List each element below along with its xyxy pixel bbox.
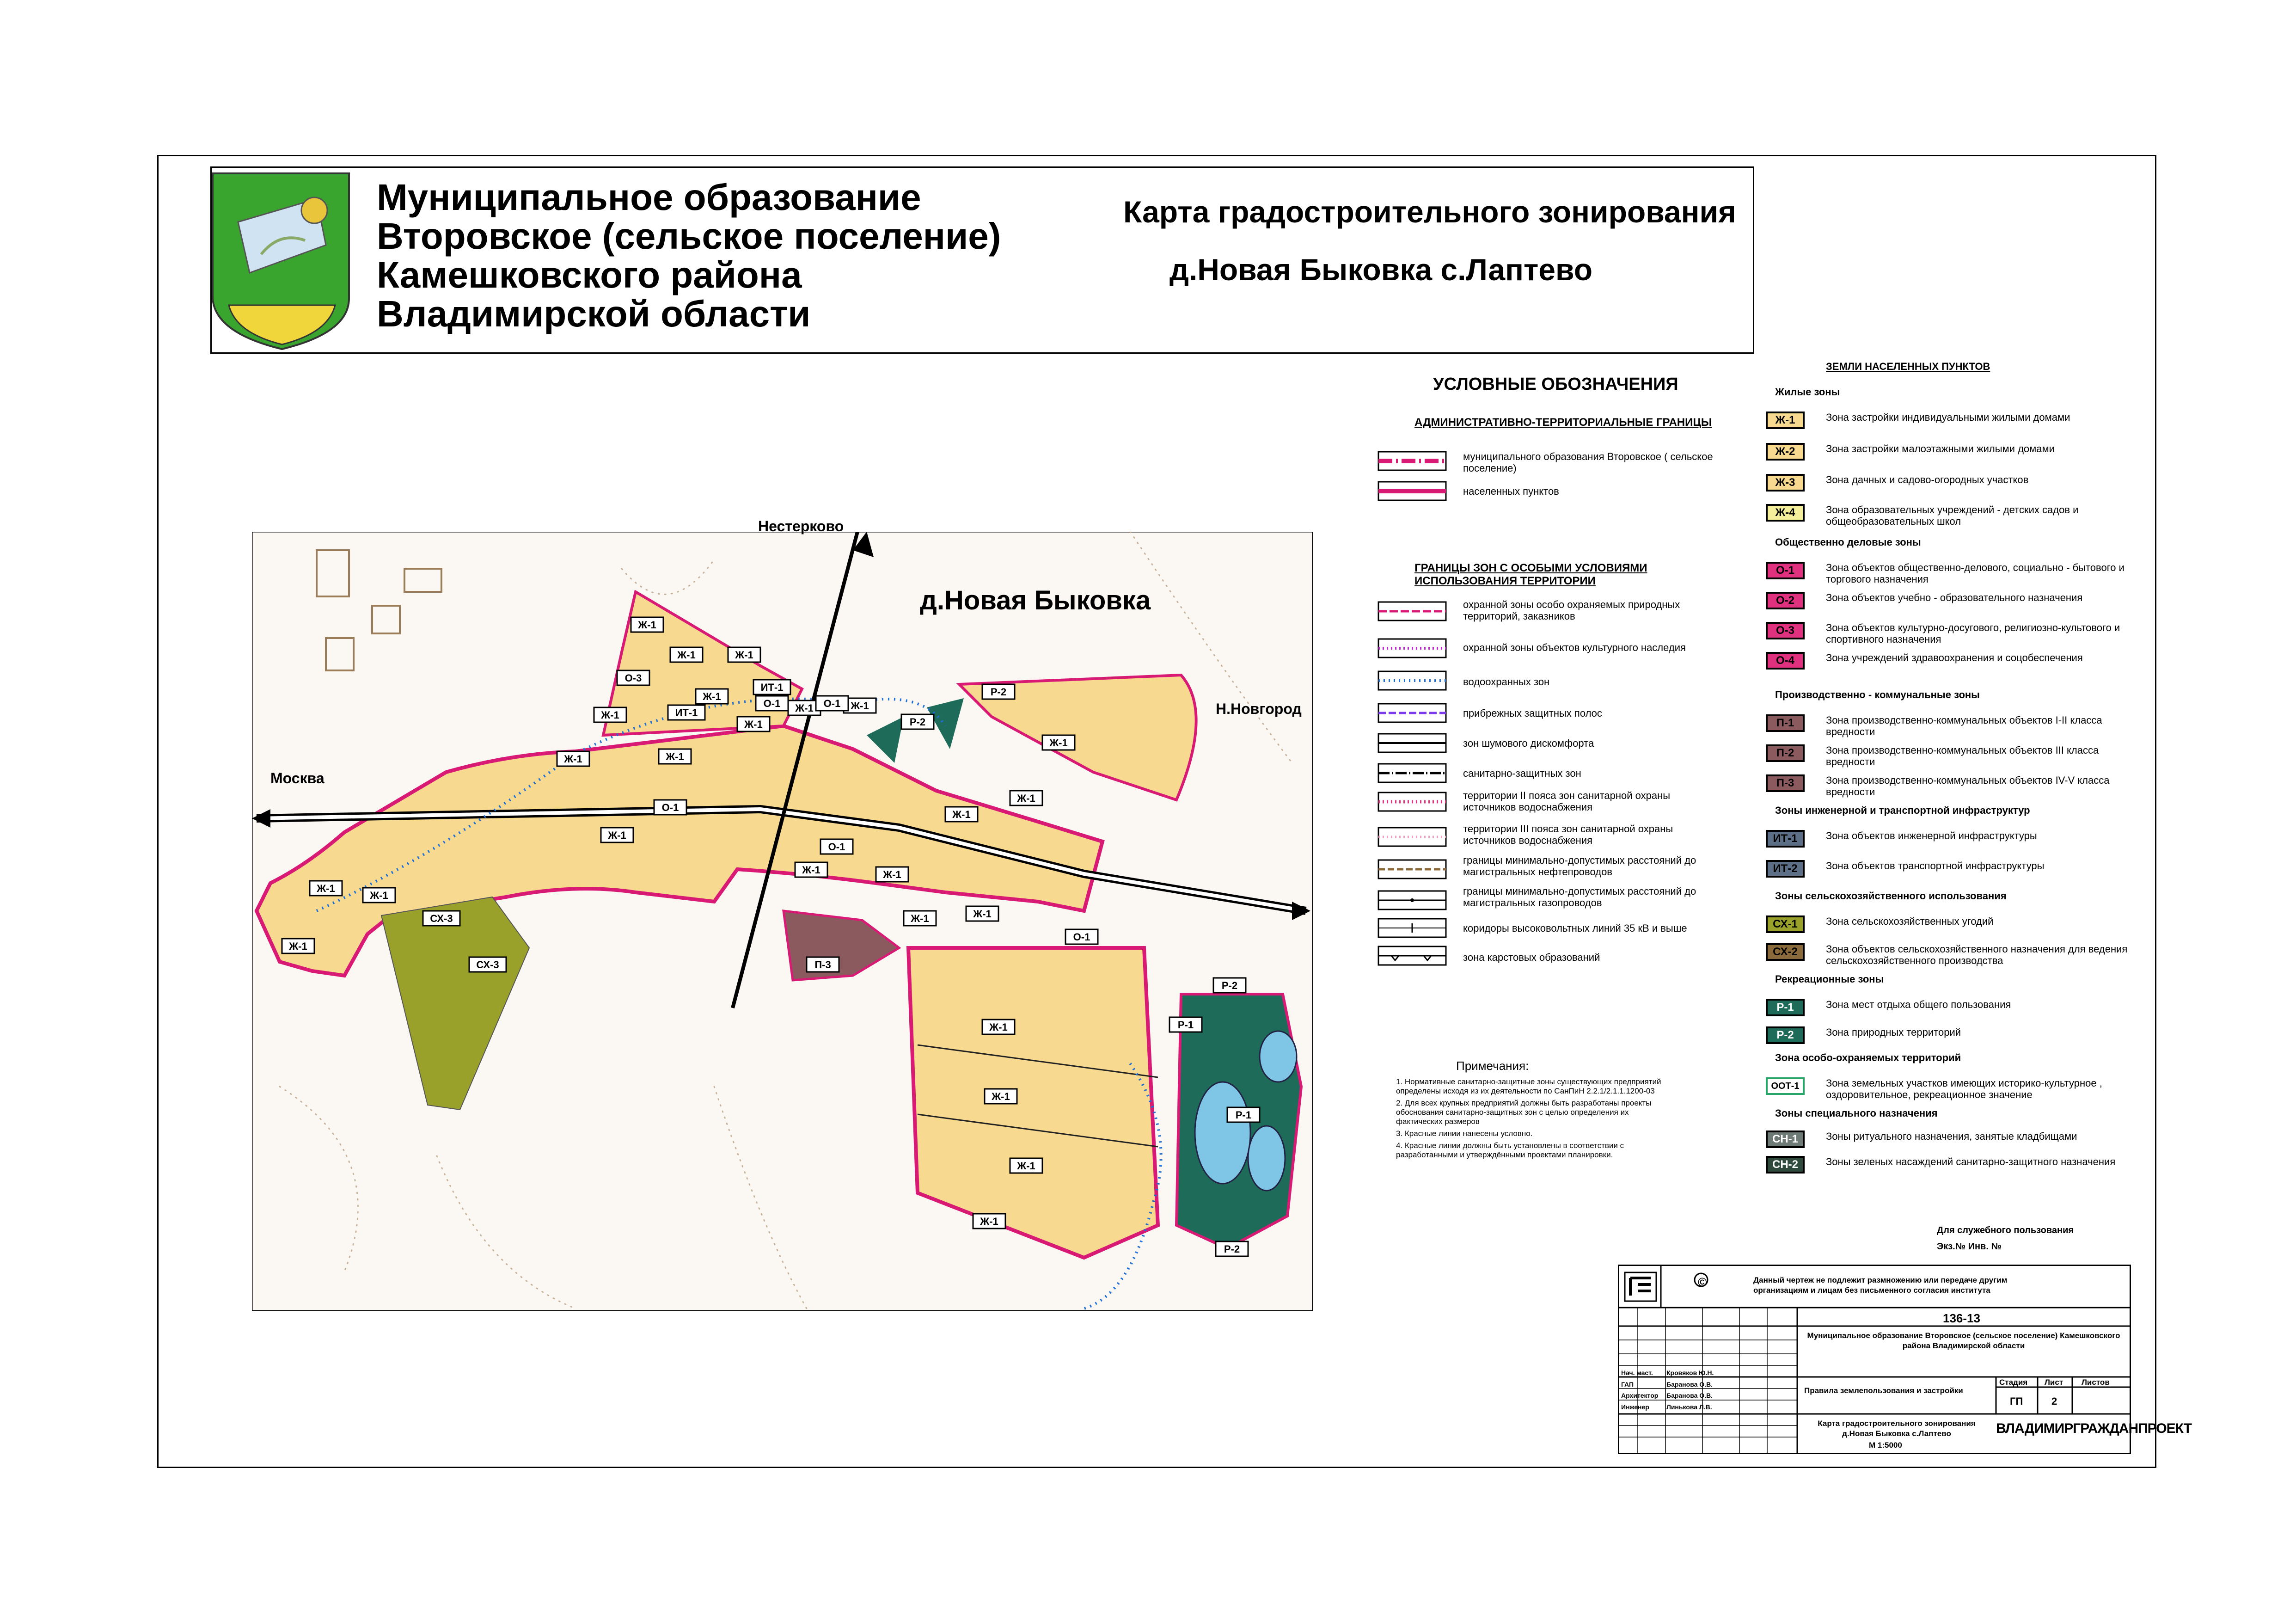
zone-badge: О-4 <box>1766 652 1805 670</box>
zone-badge: Р-1 <box>1766 999 1805 1016</box>
legend-item: зон шумового дискомфорта <box>1463 737 1594 749</box>
zone-row <box>1766 830 2136 850</box>
zone-label: Р-2 <box>990 686 1007 698</box>
zone-label: Ж-1 <box>564 753 582 765</box>
zone-row <box>1766 1026 2136 1047</box>
zone-text: Зона образовательных учреждений - детских садов и общеобразовательных школ <box>1826 504 2079 527</box>
zone-row <box>1766 1077 2136 1098</box>
zone-text: Зоны ритуального назначения, занятые кладбищами <box>1826 1130 2077 1142</box>
zone-text: Зона объектов сельскохозяйственного назначения для ведения сельскохозяйственного производства <box>1826 943 2128 966</box>
zone-label: О-1 <box>1073 931 1090 943</box>
legend-sample <box>1378 481 1447 501</box>
zone-label: Ж-1 <box>666 751 684 762</box>
zone-row <box>1766 860 2136 880</box>
note-item: 3. Красные линии нанесены условно. <box>1396 1129 1533 1138</box>
zone-label: Ж-1 <box>952 809 971 820</box>
zone-row <box>1766 744 2136 768</box>
zone-group-header: Зоны сельскохозяйственного использования <box>1775 890 2007 902</box>
zone-group-header: Зоны инженерной и транспортной инфраструктур <box>1775 805 2030 816</box>
zone-label: О-1 <box>828 841 845 853</box>
zone-group-header: Производственно - коммунальные зоны <box>1775 689 1980 700</box>
zone-row <box>1766 915 2136 936</box>
zone-group-header: Рекреационные зоны <box>1775 973 1884 985</box>
doc-title: Правила землепользования и застройки <box>1804 1386 1963 1395</box>
zone-label: Ж-1 <box>677 649 696 661</box>
zone-label: О-1 <box>763 698 781 709</box>
legend-sample <box>1378 792 1447 812</box>
legend-section-admin: АДМИНИСТРАТИВНО-ТЕРРИТОРИАЛЬНЫЕ ГРАНИЦЫ <box>1414 416 1712 429</box>
settlement-label: д.Новая Быковка <box>920 585 1151 615</box>
zone-label: Р-2 <box>1224 1243 1240 1255</box>
legend-sample <box>1378 670 1447 691</box>
zone-badge: Ж-2 <box>1766 443 1805 461</box>
zone-text: Зона сельскохозяйственных угодий <box>1826 915 1994 927</box>
legend-item: границы минимально-допустимых расстояний до магистральных нефтепроводов <box>1463 854 1696 878</box>
zone-badge: П-1 <box>1766 714 1805 732</box>
legend-sample <box>1378 638 1447 658</box>
coat-of-arms-emblem <box>210 166 354 354</box>
zone-text: Зона учреждений здравоохранения и соцобеспечения <box>1826 652 2083 664</box>
zone-text: Зона дачных и садово-огородных участков <box>1826 474 2029 485</box>
zone-badge: СН-1 <box>1766 1130 1805 1148</box>
zone-row <box>1766 943 2136 964</box>
legend-sample <box>1378 827 1447 847</box>
zone-label: Ж-1 <box>735 649 753 661</box>
zone-row <box>1766 504 2136 527</box>
zone-text: Зона объектов общественно-делового, социально - бытового и торгового назначения <box>1826 562 2125 585</box>
legend-sample <box>1378 601 1447 621</box>
zone-label: Ж-1 <box>1017 1160 1035 1172</box>
zone-label: СХ-3 <box>430 913 453 924</box>
legend-sample <box>1378 918 1447 938</box>
zone-label: Р-2 <box>909 716 926 728</box>
title-block <box>1618 1265 2192 1454</box>
zone-text: Зона мест отдыха общего пользования <box>1826 999 2011 1010</box>
zone-label: Ж-1 <box>744 719 763 730</box>
zone-label: Ж-1 <box>608 829 626 841</box>
person-role: Нач. маст. <box>1621 1369 1653 1376</box>
legend-item: территории III пояса зон санитарной охраны источников водоснабжения <box>1463 823 1673 846</box>
stage-header: Стадия <box>1999 1378 2028 1387</box>
zone-badge: П-2 <box>1766 744 1805 762</box>
person-role: Архитектор <box>1621 1392 1659 1399</box>
zone-row <box>1766 412 2136 432</box>
zone-label: Ж-1 <box>795 702 814 714</box>
notes-title: Примечания: <box>1456 1059 1529 1073</box>
legend-item: муниципального образования Второвское ( сельское поселение) <box>1463 451 1713 474</box>
zone-label: Ж-1 <box>370 890 388 901</box>
legend-section-special: ГРАНИЦЫ ЗОН С ОСОБЫМИ УСЛОВИЯМИ ИСПОЛЬЗОВАНИЯ ТЕРРИТОРИИ <box>1414 562 1647 587</box>
zone-badge: Ж-4 <box>1766 504 1805 522</box>
copyright-note: Данный чертеж не подлежит размножению или передаче другим организациям и лицам без письменного согласия института <box>1753 1276 2008 1295</box>
zone-label: Р-1 <box>1235 1109 1252 1121</box>
legend-item: водоохранных зон <box>1463 676 1550 688</box>
zone-text: Зона объектов инженерной инфраструктуры <box>1826 830 2037 842</box>
legend-item: коридоры высоковольтных линий 35 кВ и выше <box>1463 922 1687 934</box>
direction-label: Москва <box>270 770 325 786</box>
zone-badge: О-1 <box>1766 562 1805 579</box>
zone-label: Ж-1 <box>989 1021 1008 1033</box>
zone-group-header: Общественно деловые зоны <box>1775 536 1921 548</box>
zone-label: Ж-1 <box>317 883 335 894</box>
zone-text: Зона производственно-коммунальных объектов I-II класса вредности <box>1826 714 2102 737</box>
zone-row <box>1766 474 2136 494</box>
legend-sample <box>1378 859 1447 879</box>
title-line: Владимирской области <box>377 293 811 334</box>
person-role: Инженер <box>1621 1403 1649 1411</box>
zone-label: ИТ-1 <box>675 707 698 719</box>
official-use-label: Для служебного пользования <box>1937 1225 2074 1235</box>
zone-badge: СН-2 <box>1766 1156 1805 1173</box>
zone-group-header: Зоны специального назначения <box>1775 1107 1938 1119</box>
zone-badge: О-2 <box>1766 592 1805 609</box>
zone-label: Ж-1 <box>1017 793 1035 804</box>
zone-label: О-1 <box>661 802 679 813</box>
title-line: Камешковского района <box>377 254 802 295</box>
zone-label: Ж-1 <box>802 864 820 876</box>
person-name: Линькова Л.В. <box>1666 1403 1712 1411</box>
zone-row <box>1766 1156 2136 1176</box>
lands-header: ЗЕМЛИ НАСЕЛЕННЫХ ПУНКТОВ <box>1826 361 1990 372</box>
zone-label: Р-2 <box>1221 980 1238 991</box>
sheet-header: Лист <box>2045 1378 2063 1387</box>
legend-item: охранной зоны особо охраняемых природных территорий, заказников <box>1463 599 1680 622</box>
zone-badge: Ж-3 <box>1766 474 1805 492</box>
person-name: Кровяков Ю.Н. <box>1666 1369 1714 1376</box>
scale: М 1:5000 <box>1869 1441 1902 1450</box>
zone-text: Зона объектов транспортной инфраструктуры <box>1826 860 2045 872</box>
zone-badge: ИТ-2 <box>1766 860 1805 878</box>
zone-row <box>1766 774 2136 798</box>
project-name: Муниципальное образование Второвское (сельское поселение) Камешковского района Владимирской области <box>1807 1331 2120 1350</box>
note-item: 1. Нормативные санитарно-защитные зоны существующих предприятий определены исходя из их деятельности по СанПиН 2.2.1/2.1.1.1200-03 <box>1396 1077 1661 1095</box>
zone-text: Зона производственно-коммунальных объектов IV-V класса вредности <box>1826 774 2110 798</box>
org-name: ВЛАДИМИРГРАЖДАНПРОЕКТ <box>1996 1421 2192 1436</box>
zone-group-header: Зона особо-охраняемых территорий <box>1775 1052 1961 1063</box>
zone-label: Ж-1 <box>911 913 929 924</box>
legend-item: зона карстовых образований <box>1463 952 1600 963</box>
zone-row <box>1766 562 2136 585</box>
legend-item: санитарно-защитных зон <box>1463 768 1581 779</box>
note-item: 4. Красные линии должны быть установлены в соответствии с разработанными и утверждёнными проектами планировки. <box>1396 1141 1624 1159</box>
legend-item: населенных пунктов <box>1463 485 1559 497</box>
zone-row <box>1766 592 2136 612</box>
municipality-title <box>377 178 1001 333</box>
zone-label: Ж-1 <box>883 869 901 880</box>
zone-label: Ж-1 <box>980 1216 998 1227</box>
copyright-icon: © <box>1698 1275 1707 1289</box>
zone-badge: ИТ-1 <box>1766 830 1805 848</box>
zone-badge: СХ-2 <box>1766 943 1805 961</box>
person-role: ГАП <box>1621 1381 1634 1388</box>
title-line: Второвское (сельское поселение) <box>377 215 1001 257</box>
legend-sample <box>1378 703 1447 723</box>
zone-label: Ж-1 <box>1049 737 1068 749</box>
legend-title: УСЛОВНЫЕ ОБОЗНАЧЕНИЯ <box>1433 375 1678 394</box>
zone-text: Зона застройки малоэтажными жилыми домами <box>1826 443 2055 455</box>
zone-label: Ж-1 <box>851 700 869 712</box>
legend-sample <box>1378 763 1447 783</box>
sheet-value: 2 <box>2051 1395 2057 1407</box>
map-title: Карта градостроительного зонирования <box>1123 195 1736 229</box>
zone-row <box>1766 443 2136 463</box>
zoning-map[interactable] <box>252 532 1313 1311</box>
zone-text: Зона природных территорий <box>1826 1026 1961 1038</box>
zone-badge: О-3 <box>1766 622 1805 639</box>
sheet-title: Карта градостроительного зонирования д.Новая Быковка с.Лаптево <box>1818 1419 1976 1438</box>
legend-item: прибрежных защитных полос <box>1463 707 1602 719</box>
zone-label: Ж-1 <box>703 691 721 702</box>
zone-text: Зона производственно-коммунальных объектов III класса вредности <box>1826 744 2099 768</box>
person-name: Баранова О.В. <box>1666 1392 1713 1399</box>
legend-sample <box>1378 733 1447 753</box>
zone-row <box>1766 714 2136 735</box>
zone-label: ИТ-1 <box>760 682 784 693</box>
person-name: Баранова О.В. <box>1666 1381 1713 1388</box>
zone-label: П-3 <box>814 959 831 971</box>
zone-label: Ж-1 <box>992 1091 1010 1102</box>
legend-item: территории II пояса зон санитарной охраны источников водоснабжения <box>1463 790 1671 813</box>
legend-sample <box>1378 451 1447 471</box>
notes-list <box>1396 1077 1673 1160</box>
zone-text: Зона объектов учебно - образовательного назначения <box>1826 592 2083 603</box>
zone-group-header: Жилые зоны <box>1775 386 1840 398</box>
map-subtitle: д.Новая Быковка с.Лаптево <box>1169 252 1593 287</box>
zone-row <box>1766 1130 2136 1151</box>
zone-badge: Р-2 <box>1766 1026 1805 1044</box>
zone-label: Ж-1 <box>638 619 656 631</box>
legend-sample <box>1378 890 1447 910</box>
zone-text: Зона объектов культурно-досугового, религиозно-культового и спортивного назначения <box>1826 622 2120 645</box>
zone-row <box>1766 999 2136 1019</box>
zone-badge: ООТ-1 <box>1766 1077 1805 1095</box>
zone-label: О-3 <box>625 672 642 684</box>
zone-text: Зоны зеленых насаждений санитарно-защитного назначения <box>1826 1156 2116 1167</box>
zone-label: Р-1 <box>1177 1019 1194 1031</box>
zone-label: Ж-1 <box>289 940 307 952</box>
direction-label: Н.Новгород <box>1216 700 1302 717</box>
note-item: 2. Для всех крупных предприятий должны быть разработаны проекты обоснования санитарно-защитных зон с целью определения их фактических размеров <box>1396 1099 1652 1126</box>
zone-label: СХ-3 <box>476 959 499 971</box>
zone-text: Зона застройки индивидуальными жилыми домами <box>1826 412 2070 423</box>
zone-badge: Ж-1 <box>1766 412 1805 429</box>
zone-label: Ж-1 <box>601 709 619 721</box>
stage-value: ГП <box>2010 1395 2023 1407</box>
title-line: Муниципальное образование <box>377 177 921 218</box>
legend-sample <box>1378 946 1447 966</box>
legend-item: охранной зоны объектов культурного наследия <box>1463 642 1686 653</box>
zone-row <box>1766 652 2136 672</box>
zone-badge: П-3 <box>1766 774 1805 792</box>
direction-label: Нестерково <box>758 518 844 535</box>
legend-item: границы минимально-допустимых расстояний до магистральных газопроводов <box>1463 885 1696 909</box>
zone-text: Зона земельных участков имеющих историко-культурное , оздоровительное, рекреационное значение <box>1826 1077 2102 1100</box>
project-code: 136-13 <box>1943 1311 1980 1325</box>
zone-badge: СХ-1 <box>1766 915 1805 933</box>
zone-label: Ж-1 <box>973 908 992 920</box>
sheets-header: Листов <box>2082 1378 2110 1387</box>
zone-row <box>1766 622 2136 645</box>
official-numbers: Экз.№ Инв. № <box>1937 1241 2002 1252</box>
zone-label: О-1 <box>823 698 841 709</box>
